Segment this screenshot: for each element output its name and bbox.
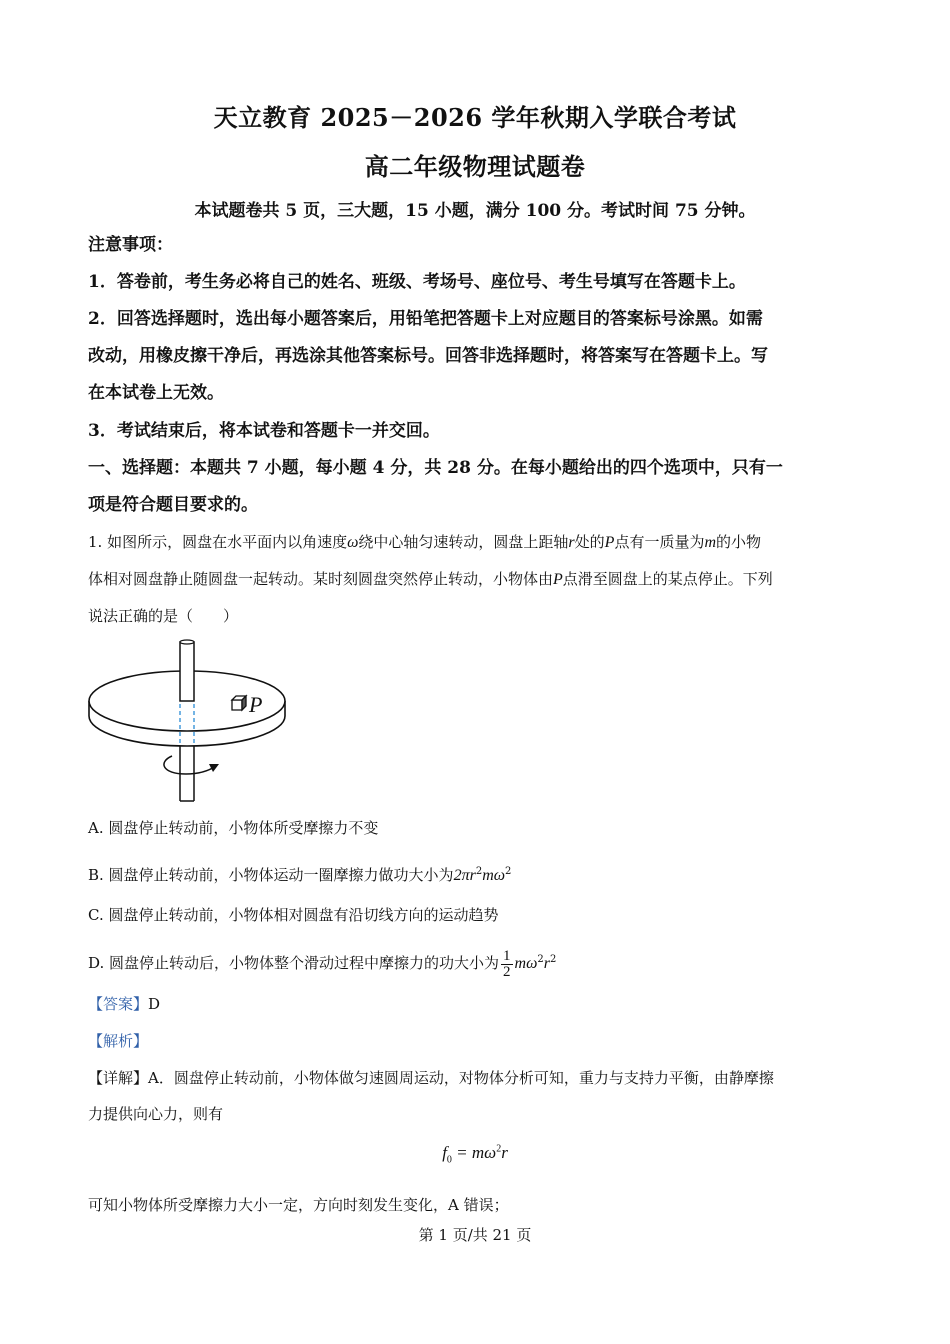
- formula-rest: = mω: [451, 1143, 497, 1162]
- answer-label: 【答案】: [88, 995, 149, 1013]
- rotation-arrow: [164, 756, 216, 774]
- fraction-numerator: 1: [503, 947, 511, 964]
- analysis-label: 【解析】: [88, 1032, 149, 1050]
- note-1: 1．答卷前，考生务必将自己的姓名、班级、考场号、座位号、考生号填写在答题卡上。: [88, 272, 746, 292]
- question-1-line-2: [88, 561, 868, 598]
- section-1-line-2: 项是符合题目要求的。: [88, 495, 258, 515]
- option-d-exp-2: 2: [550, 954, 557, 965]
- note-2-line-3: 在本试卷上无效。: [88, 383, 224, 403]
- question-1-line-3: 说法正确的是（ ）: [88, 607, 239, 625]
- option-a: A. 圆盘停止转动前，小物体所受摩擦力不变: [88, 819, 379, 837]
- block-icon: [232, 696, 246, 710]
- symbol-p: P: [604, 534, 615, 551]
- option-b-exp-1: 2: [475, 866, 483, 877]
- option-b: [88, 854, 868, 894]
- q1-text-f: 体相对圆盘静止随圆盘一起转动。某时刻圆盘突然停止转动，小物体由: [88, 570, 554, 588]
- page-footer: 第 1 页/共 21 页: [418, 1226, 532, 1244]
- option-d-expr-a: mω: [514, 955, 538, 972]
- fraction-denominator: 2: [503, 963, 511, 980]
- detail-line-2: 力提供向心力，则有: [88, 1105, 224, 1123]
- question-1-line-1: [88, 524, 868, 561]
- q1-text-g: 点滑至圆盘上的某点停止。下列: [562, 570, 773, 588]
- option-d-exp-1: 2: [537, 954, 544, 965]
- option-d: [88, 942, 868, 982]
- note-2-line-1: 2．回答选择题时，选出每小题答案后，用铅笔把答题卡上对应题目的答案标号涂黑。如需: [88, 309, 763, 329]
- centripetal-formula: [0, 1143, 950, 1165]
- q1-text-d: 点有一质量为: [614, 533, 705, 551]
- option-b-expr-mid: mω: [482, 867, 506, 884]
- detail-text-1: A．圆盘停止转动前，小物体做匀速圆周运动，对物体分析可知，重力与支持力平衡，由静摩擦: [148, 1069, 774, 1087]
- symbol-m: m: [704, 534, 717, 551]
- answer-value: D: [148, 995, 161, 1013]
- exam-title: 天立教育 2025－2026 学年秋期入学联合考试: [213, 103, 737, 132]
- detail-label: 【详解】: [88, 1069, 149, 1087]
- analysis-line: [88, 1023, 868, 1059]
- symbol-omega: ω: [347, 534, 359, 551]
- option-b-expr-base: 2πr: [453, 867, 476, 884]
- formula-f: f: [442, 1143, 447, 1162]
- rotating-disk-figure: [86, 638, 296, 808]
- option-b-exp-2: 2: [505, 866, 512, 877]
- section-1-line-1: 一、选择题：本题共 7 小题，每小题 4 分，共 28 分。在每小题给出的四个选项中，只有一: [88, 458, 783, 478]
- answer-line: [88, 986, 868, 1022]
- q1-text-b: 绕中心轴匀速转动，圆盘上距轴: [358, 533, 569, 551]
- option-c: C. 圆盘停止转动前，小物体相对圆盘有沿切线方向的运动趋势: [88, 906, 499, 924]
- symbol-p-2: P: [553, 571, 563, 588]
- formula-exp: 2: [496, 1143, 502, 1155]
- notes-heading: 注意事项：: [88, 235, 173, 255]
- note-2-line-2: 改动，用橡皮擦干净后，再选涂其他答案标号。回答非选择题时，将答案写在答题卡上。写: [88, 346, 768, 366]
- point-p-label: P: [249, 692, 263, 717]
- rotation-arrow-head: [209, 764, 219, 772]
- option-d-fraction: [501, 949, 513, 980]
- option-b-text: B. 圆盘停止转动前，小物体运动一圈摩擦力做功大小为: [88, 866, 454, 884]
- q1-text-c: 处的: [574, 533, 605, 551]
- exam-intro: 本试题卷共 5 页，三大题，15 小题，满分 100 分。考试时间 75 分钟。: [194, 201, 756, 221]
- formula-subscript: 0: [446, 1154, 452, 1166]
- detail-line-1: [88, 1060, 868, 1096]
- symbol-r: r: [568, 534, 575, 551]
- option-d-text: D. 圆盘停止转动后，小物体整个滑动过程中摩擦力的功大小为: [88, 954, 500, 972]
- q1-text-e: 的小物: [716, 533, 762, 551]
- formula-end: r: [501, 1143, 508, 1162]
- option-d-expr-b: r: [543, 955, 550, 972]
- axle-top: [180, 642, 194, 701]
- note-3: 3．考试结束后，将本试卷和答题卡一并交回。: [88, 421, 440, 441]
- conclusion-line: 可知小物体所受摩擦力大小一定，方向时刻发生变化，A 错误；: [88, 1196, 509, 1214]
- exam-subtitle: 高二年级物理试题卷: [364, 152, 586, 181]
- q1-text-a: 1. 如图所示，圆盘在水平面内以角速度: [88, 533, 348, 551]
- axle-cap: [180, 640, 194, 644]
